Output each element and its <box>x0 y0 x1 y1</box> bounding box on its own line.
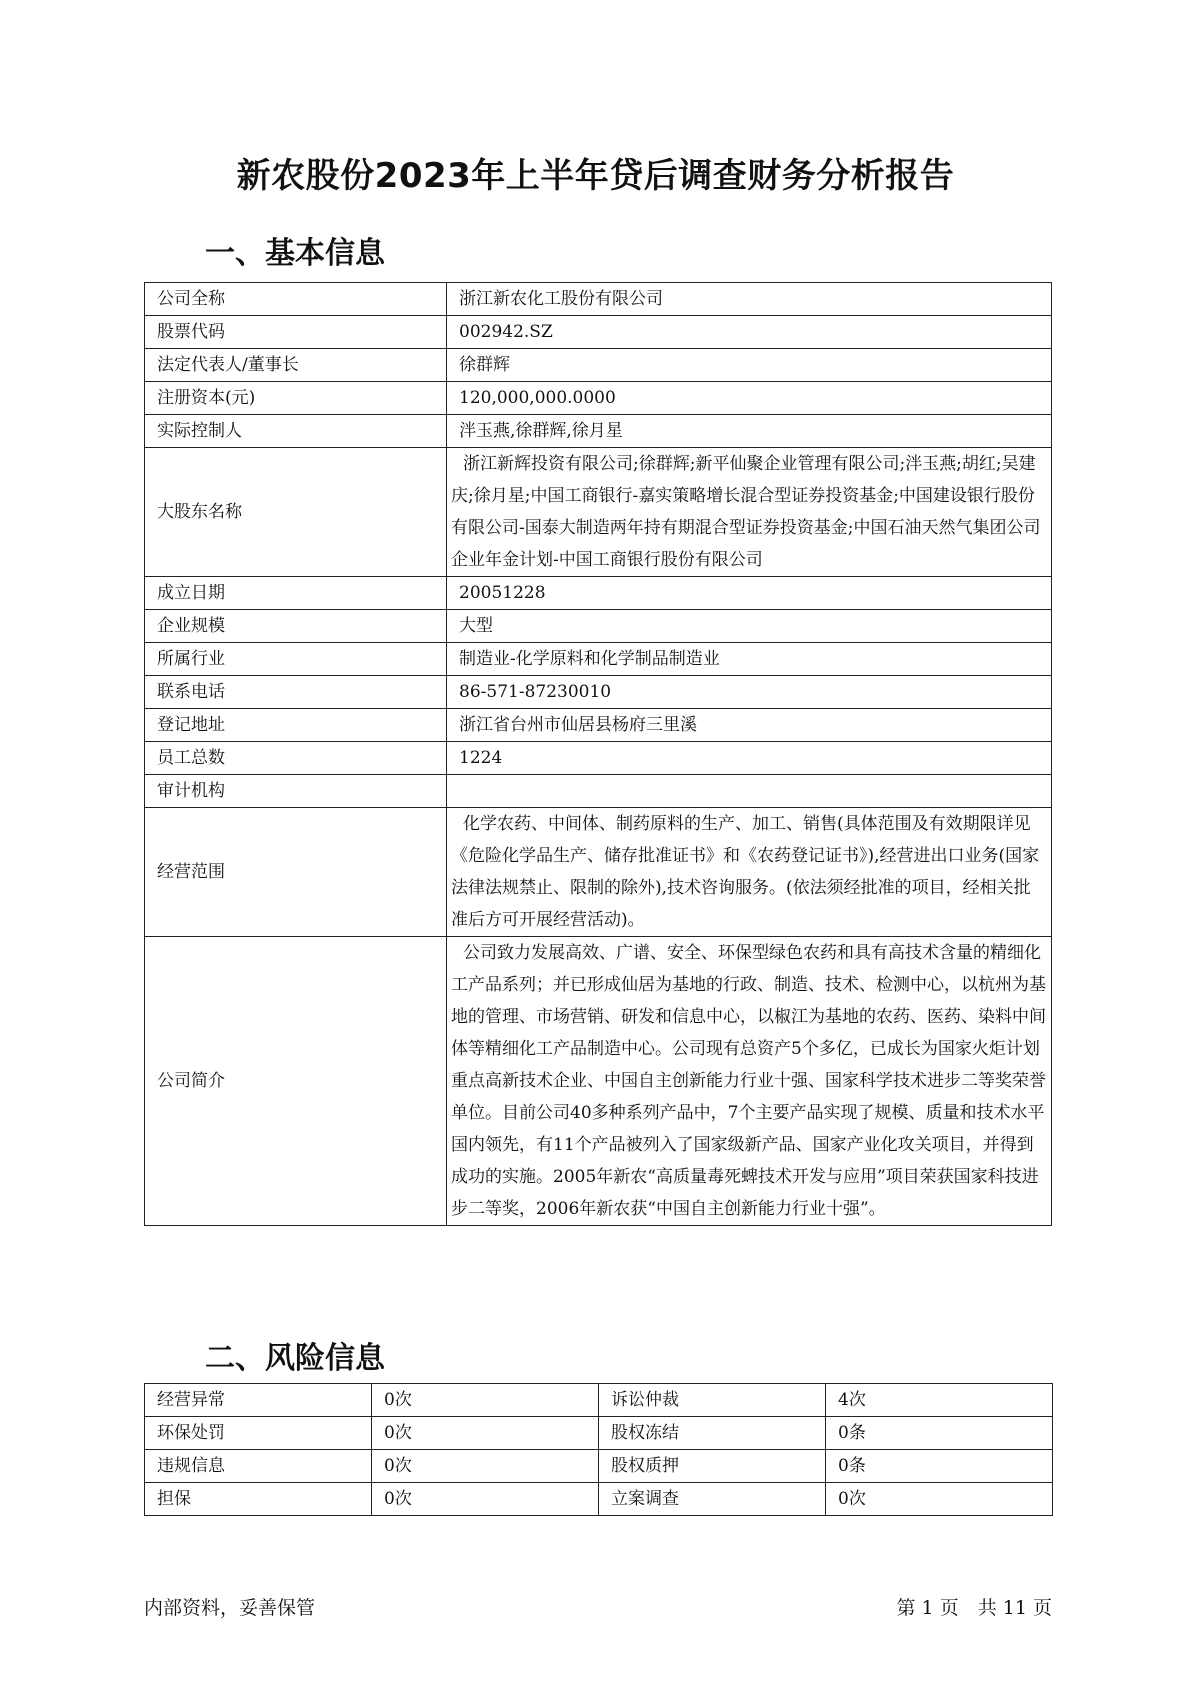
row-key: 注册资本(元) <box>145 382 447 415</box>
table-row <box>145 610 1052 643</box>
table-row <box>145 709 1052 742</box>
section-heading-risk-info: 二、风险信息 <box>205 1341 385 1376</box>
row-key: 公司简介 <box>145 937 447 1226</box>
row-key: 联系电话 <box>145 676 447 709</box>
table-row <box>145 775 1052 808</box>
table-row <box>145 1384 1053 1417</box>
risk-value: 0条 <box>826 1417 1053 1450</box>
row-value: 浙江新辉投资有限公司;徐群辉;新平仙聚企业管理有限公司;泮玉燕;胡红;吴建庆;徐月星;中国工商银行-嘉实策略增长混合型证券投资基金;中国建设银行股份有限公司-国泰大制造两年持有期混合型证券投资基金;中国石油天然气集团公司企业年金计划-中国工商银行股份有限公司 <box>447 448 1052 577</box>
risk-label: 担保 <box>145 1483 372 1516</box>
row-key: 审计机构 <box>145 775 447 808</box>
section-heading-basic-info: 一、基本信息 <box>205 236 385 271</box>
table-row <box>145 742 1052 775</box>
risk-label: 诉讼仲裁 <box>599 1384 826 1417</box>
row-key: 员工总数 <box>145 742 447 775</box>
page-suffix: 页 <box>1032 1597 1052 1619</box>
row-value: 徐群辉 <box>447 349 1052 382</box>
footer-page-number <box>896 1593 1052 1620</box>
row-key: 企业规模 <box>145 610 447 643</box>
row-key: 登记地址 <box>145 709 447 742</box>
row-key: 法定代表人/董事长 <box>145 349 447 382</box>
footer-confidential-note: 内部资料，妥善保管 <box>144 1597 316 1619</box>
row-key: 成立日期 <box>145 577 447 610</box>
page-prefix: 第 <box>896 1597 916 1619</box>
row-key: 实际控制人 <box>145 415 447 448</box>
row-value: 1224 <box>447 742 1052 775</box>
basic-info-table <box>144 282 1052 1226</box>
table-row <box>145 1417 1053 1450</box>
table-row <box>145 283 1052 316</box>
risk-label: 违规信息 <box>145 1450 372 1483</box>
total-pages: 11 <box>1002 1597 1027 1619</box>
table-row <box>145 937 1052 1226</box>
table-row <box>145 676 1052 709</box>
row-value: 浙江省台州市仙居县杨府三里溪 <box>447 709 1052 742</box>
page-mid: 页 共 <box>939 1597 997 1619</box>
risk-value: 0次 <box>372 1483 599 1516</box>
table-row <box>145 382 1052 415</box>
risk-value: 0次 <box>826 1483 1053 1516</box>
row-value: 制造业-化学原料和化学制品制造业 <box>447 643 1052 676</box>
row-key: 公司全称 <box>145 283 447 316</box>
risk-value: 0次 <box>372 1450 599 1483</box>
row-key: 大股东名称 <box>145 448 447 577</box>
row-value: 002942.SZ <box>447 316 1052 349</box>
row-value: 86-571-87230010 <box>447 676 1052 709</box>
risk-label: 环保处罚 <box>145 1417 372 1450</box>
table-row <box>145 448 1052 577</box>
row-value: 120,000,000.0000 <box>447 382 1052 415</box>
row-value: 化学农药、中间体、制药原料的生产、加工、销售(具体范围及有效期限详见《危险化学品生产、储存批准证书》和《农药登记证书》),经营进出口业务(国家法律法规禁止、限制的除外),技术咨询服务。(依法须经批准的项目，经相关批准后方可开展经营活动)。 <box>447 808 1052 937</box>
table-row <box>145 316 1052 349</box>
risk-label: 股权冻结 <box>599 1417 826 1450</box>
row-value: 公司致力发展高效、广谱、安全、环保型绿色农药和具有高技术含量的精细化工产品系列；并已形成仙居为基地的行政、制造、技术、检测中心，以杭州为基地的管理、市场营销、研发和信息中心，以椒江为基地的农药、医药、染料中间体等精细化工产品制造中心。公司现有总资产5个多亿，已成长为国家火炬计划重点高新技术企业、中国自主创新能力行业十强、国家科学技术进步二等奖荣誉单位。目前公司40多种系列产品中，7个主要产品实现了规模、质量和技术水平国内领先，有11个产品被列入了国家级新产品、国家产业化攻关项目，并得到成功的实施。2005年新农“高质量毒死蜱技术开发与应用”项目荣获国家科技进步二等奖，2006年新农获“中国自主创新能力行业十强”。 <box>447 937 1052 1226</box>
row-key: 股票代码 <box>145 316 447 349</box>
table-row <box>145 349 1052 382</box>
risk-label: 经营异常 <box>145 1384 372 1417</box>
table-row <box>145 415 1052 448</box>
risk-value: 0次 <box>372 1417 599 1450</box>
risk-value: 0次 <box>372 1384 599 1417</box>
table-row <box>145 1483 1053 1516</box>
risk-label: 股权质押 <box>599 1450 826 1483</box>
row-value: 泮玉燕,徐群辉,徐月星 <box>447 415 1052 448</box>
risk-value: 4次 <box>826 1384 1053 1417</box>
table-row <box>145 577 1052 610</box>
row-value: 浙江新农化工股份有限公司 <box>447 283 1052 316</box>
table-row <box>145 1450 1053 1483</box>
current-page: 1 <box>921 1597 934 1619</box>
page-title: 新农股份2023年上半年贷后调查财务分析报告 <box>236 156 955 196</box>
table-row <box>145 643 1052 676</box>
row-key: 经营范围 <box>145 808 447 937</box>
table-row <box>145 808 1052 937</box>
risk-label: 立案调查 <box>599 1483 826 1516</box>
row-value <box>447 775 1052 808</box>
row-value: 20051228 <box>447 577 1052 610</box>
row-value: 大型 <box>447 610 1052 643</box>
row-key: 所属行业 <box>145 643 447 676</box>
risk-info-table <box>144 1383 1053 1516</box>
risk-value: 0条 <box>826 1450 1053 1483</box>
